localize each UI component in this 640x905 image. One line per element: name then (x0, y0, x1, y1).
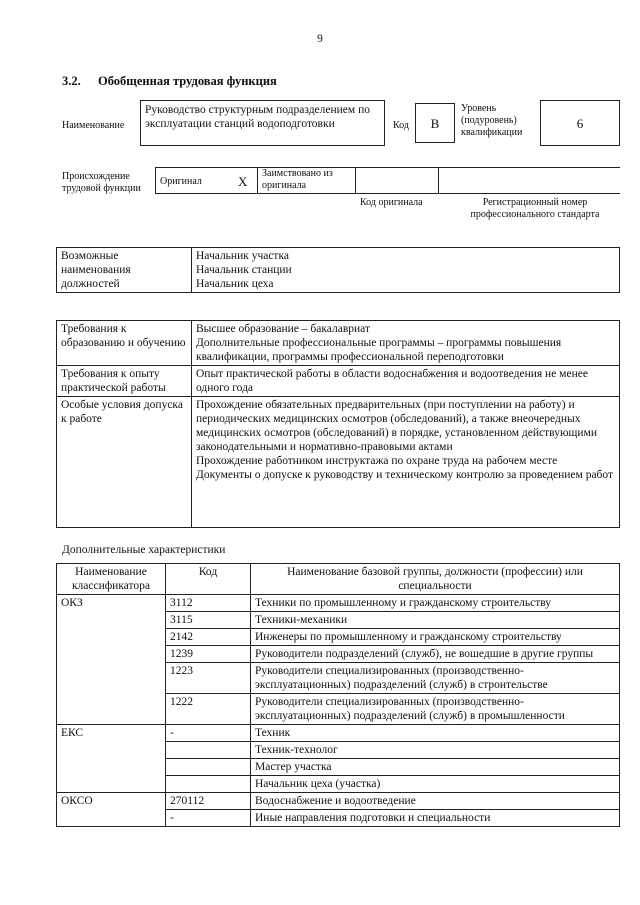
code-cell (166, 776, 251, 793)
divider (155, 167, 156, 194)
name-cell: Начальник цеха (участка) (251, 776, 620, 793)
req-line: Дополнительные профессиональные программы – программы повышения квалификации, программы профессиональной переподготовки (196, 337, 562, 363)
reg-number-label: Регистрационный номер профессионального стандарта (470, 197, 600, 220)
code-cell: 3115 (166, 612, 251, 629)
code-cell (166, 742, 251, 759)
code-original-label: Код оригинала (360, 197, 423, 208)
code-cell: - (166, 725, 251, 742)
req-education-value (192, 321, 620, 366)
positions-table (56, 247, 620, 293)
code-label: Код (393, 120, 409, 131)
code-cell: 1223 (166, 663, 251, 694)
name-label: Наименование (62, 120, 125, 131)
req-line: Прохождение обязательных предварительных (при поступлении на работу) и периодических медицинских осмотров (обследований), а также внеочередных медицинских осмотров (обследований) в порядке, установленном действующими законодательными и нормативно-правовыми актами (196, 399, 597, 453)
table-row (57, 725, 620, 742)
req-line: Прохождение работником инструктажа по охране труда на рабочем месте (196, 455, 558, 467)
extra-header: Наименование классификатора (57, 564, 166, 595)
requirements-table (56, 320, 620, 528)
extra-table (56, 563, 620, 827)
extra-header: Наименование базовой группы, должности (профессии) или специальности (251, 564, 620, 595)
name-cell: Техник (251, 725, 620, 742)
code-cell: 1239 (166, 646, 251, 663)
code-cell: 270112 (166, 793, 251, 810)
original-label: Оригинал (160, 176, 202, 187)
position-item: Начальник цеха (196, 278, 274, 290)
code-cell: 2142 (166, 629, 251, 646)
section-number: 3.2. (62, 74, 81, 88)
name-cell: Техники-механики (251, 612, 620, 629)
name-cell: Техник-технолог (251, 742, 620, 759)
name-cell: Руководители подразделений (служб), не вошедшие в другие группы (251, 646, 620, 663)
code-cell (166, 759, 251, 776)
positions-list (192, 248, 620, 293)
table-row (57, 595, 620, 612)
code-cell: - (166, 810, 251, 827)
name-cell: Техники по промышленному и гражданскому строительству (251, 595, 620, 612)
divider (257, 167, 258, 194)
req-conditions-label: Особые условия допуска к работе (57, 397, 192, 528)
code-cell: 3112 (166, 595, 251, 612)
level-value: 6 (540, 100, 620, 146)
borrowed-label: Заимствовано из оригинала (262, 168, 333, 191)
name-cell: Мастер участка (251, 759, 620, 776)
classifier-cell: ОКЗ (57, 595, 166, 725)
code-cell: 1222 (166, 694, 251, 725)
level-label: Уровень (подуровень) квалификации (461, 103, 523, 138)
req-education-label: Требования к образованию и обучению (57, 321, 192, 366)
extra-header: Код (166, 564, 251, 595)
req-experience-value (192, 366, 620, 397)
name-value: Руководство структурным подразделением по эксплуатации станций водоподготовки (145, 104, 370, 130)
extra-title: Дополнительные характеристики (62, 544, 226, 556)
table-row (57, 793, 620, 810)
name-cell: Руководители специализированных (производственно-эксплуатационных) подразделений (служб) в промышленности (251, 694, 620, 725)
code-value: B (415, 103, 455, 143)
classifier-cell: ЕКС (57, 725, 166, 793)
req-line: Опыт практической работы в области водоснабжения и водоотведения не менее одного года (196, 368, 588, 394)
req-conditions-value (192, 397, 620, 528)
name-cell: Водоснабжение и водоотведение (251, 793, 620, 810)
name-cell: Иные направления подготовки и специальности (251, 810, 620, 827)
classifier-cell: ОКСО (57, 793, 166, 827)
origin-row (155, 167, 620, 194)
divider (438, 167, 439, 194)
name-cell: Инженеры по промышленному и гражданскому строительству (251, 629, 620, 646)
page-number: 9 (317, 33, 323, 45)
name-value-box (140, 100, 385, 146)
section-title: Обобщенная трудовая функция (98, 74, 277, 88)
position-item: Начальник станции (196, 264, 292, 276)
divider (355, 167, 356, 194)
req-line: Высшее образование – бакалавриат (196, 323, 370, 335)
req-experience-label: Требования к опыту практической работы (57, 366, 192, 397)
name-cell: Руководители специализированных (производственно-эксплуатационных) подразделений (служб) в строительстве (251, 663, 620, 694)
original-mark: X (238, 174, 248, 189)
positions-label: Возможные наименования должностей (57, 248, 192, 293)
origin-label: Происхождение трудовой функции (62, 171, 141, 194)
position-item: Начальник участка (196, 250, 289, 262)
req-line: Документы о допуске к руководству и техническому контролю за проведением работ (196, 469, 614, 481)
